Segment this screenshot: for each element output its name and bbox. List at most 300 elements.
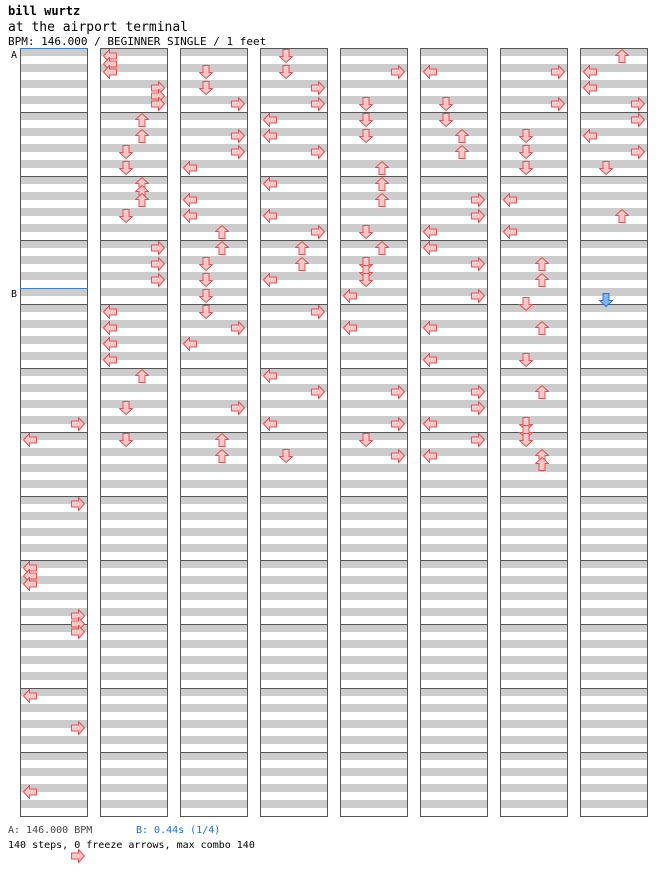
footer-stop: B: 0.44s (1/4) (136, 825, 221, 836)
beat-stripe (580, 624, 648, 632)
beat-stripe (180, 64, 248, 72)
beat-stripe (500, 656, 568, 664)
beat-stripe (580, 544, 648, 552)
beat-stripe (260, 256, 328, 264)
beat-stripe (500, 112, 568, 120)
beat-stripe (420, 464, 488, 472)
beat-stripe (340, 656, 408, 664)
beat-stripe (500, 432, 568, 440)
beat-stripe (20, 240, 88, 248)
beat-stripe (340, 496, 408, 504)
beat-stripe (500, 320, 568, 328)
beat-stripe (500, 704, 568, 712)
beat-stripe (20, 736, 88, 744)
beat-stripe (340, 336, 408, 344)
beat-stripe (100, 640, 168, 648)
beat-stripe (580, 208, 648, 216)
beat-stripe (260, 544, 328, 552)
beat-stripe (420, 592, 488, 600)
beat-stripe (20, 176, 88, 184)
beat-stripe (500, 768, 568, 776)
beat-stripe (580, 480, 648, 488)
beat-stripe (500, 784, 568, 792)
beat-stripe (580, 224, 648, 232)
beat-stripe (180, 528, 248, 536)
beat-stripe (180, 592, 248, 600)
beat-stripe (20, 256, 88, 264)
beat-stripe (420, 736, 488, 744)
beat-stripe (500, 544, 568, 552)
footer-stats: 140 steps, 0 freeze arrows, max combo 140 (8, 840, 255, 851)
beat-stripe (100, 560, 168, 568)
beat-stripe (340, 560, 408, 568)
beat-stripe (180, 688, 248, 696)
beat-stripe (340, 672, 408, 680)
beat-stripe (420, 768, 488, 776)
beat-stripe (100, 704, 168, 712)
beat-stripe (340, 368, 408, 376)
beat-stripe (20, 112, 88, 120)
beat-stripe (260, 160, 328, 168)
beat-stripe (180, 800, 248, 808)
beat-stripe (20, 320, 88, 328)
beat-stripe (500, 688, 568, 696)
beat-stripe (580, 304, 648, 312)
beat-stripe (260, 800, 328, 808)
beat-stripe (260, 608, 328, 616)
beat-stripe (500, 80, 568, 88)
beat-stripe (500, 512, 568, 520)
beat-stripe (20, 512, 88, 520)
beat-stripe (340, 704, 408, 712)
beat-stripe (500, 560, 568, 568)
beat-stripe (180, 448, 248, 456)
beat-stripe (580, 160, 648, 168)
beat-stripe (20, 48, 88, 56)
chart-column (420, 48, 488, 817)
beat-stripe (420, 512, 488, 520)
beat-stripe (580, 512, 648, 520)
beat-stripe (500, 448, 568, 456)
beat-stripe (420, 176, 488, 184)
beat-stripe (20, 800, 88, 808)
beat-stripe (180, 288, 248, 296)
beat-stripe (20, 672, 88, 680)
beat-stripe (20, 384, 88, 392)
beat-stripe (20, 704, 88, 712)
beat-stripe (340, 80, 408, 88)
beat-stripe (100, 432, 168, 440)
beat-stripe (100, 224, 168, 232)
beat-stripe (500, 416, 568, 424)
beat-stripe (580, 432, 648, 440)
beat-stripe (260, 560, 328, 568)
beat-stripe (260, 400, 328, 408)
beat-stripe (500, 800, 568, 808)
beat-stripe (260, 448, 328, 456)
beat-stripe (20, 400, 88, 408)
beat-stripe (20, 304, 88, 312)
beat-stripe (180, 48, 248, 56)
beat-stripe (100, 384, 168, 392)
beat-stripe (100, 688, 168, 696)
beat-stripe (500, 272, 568, 280)
beat-stripe (340, 400, 408, 408)
beat-stripe (100, 736, 168, 744)
beat-stripe (20, 208, 88, 216)
beat-stripe (420, 624, 488, 632)
beat-stripe (20, 128, 88, 136)
beat-stripe (580, 464, 648, 472)
beat-stripe (180, 560, 248, 568)
beat-stripe (500, 208, 568, 216)
beat-stripe (100, 496, 168, 504)
beat-stripe (420, 560, 488, 568)
beat-stripe (500, 352, 568, 360)
beat-stripe (340, 272, 408, 280)
beat-stripe (100, 144, 168, 152)
beat-stripe (580, 240, 648, 248)
chart-column (500, 48, 568, 817)
beat-stripe (260, 480, 328, 488)
beat-stripe (420, 160, 488, 168)
beat-stripe (20, 528, 88, 536)
beat-stripe (420, 544, 488, 552)
beat-stripe (100, 464, 168, 472)
beat-stripe (20, 464, 88, 472)
beat-stripe (100, 208, 168, 216)
beat-stripe (500, 384, 568, 392)
beat-stripe (20, 144, 88, 152)
beat-stripe (580, 640, 648, 648)
beat-stripe (260, 352, 328, 360)
chart-column (100, 48, 168, 817)
beat-stripe (420, 640, 488, 648)
beat-stripe (20, 640, 88, 648)
beat-stripe (180, 416, 248, 424)
beat-stripe (420, 96, 488, 104)
beat-stripe (340, 608, 408, 616)
chart-column (180, 48, 248, 817)
beat-stripe (180, 224, 248, 232)
beat-stripe (580, 800, 648, 808)
beat-stripe (340, 192, 408, 200)
beat-stripe (340, 48, 408, 56)
beat-stripe (100, 368, 168, 376)
beat-stripe (260, 320, 328, 328)
beat-stripe (180, 80, 248, 88)
beat-stripe (420, 112, 488, 120)
beat-stripe (340, 736, 408, 744)
beat-stripe (340, 144, 408, 152)
beat-stripe (100, 544, 168, 552)
chart-column (580, 48, 648, 817)
beat-stripe (100, 752, 168, 760)
beat-stripe (420, 128, 488, 136)
beat-stripe (420, 304, 488, 312)
beat-stripe (260, 288, 328, 296)
beat-stripe (100, 624, 168, 632)
beat-stripe (580, 400, 648, 408)
beat-stripe (100, 608, 168, 616)
beat-stripe (580, 576, 648, 584)
beat-stripe (100, 576, 168, 584)
beat-stripe (340, 592, 408, 600)
beat-stripe (580, 720, 648, 728)
beat-stripe (500, 608, 568, 616)
beat-stripe (340, 176, 408, 184)
beat-stripe (20, 160, 88, 168)
beat-stripe (260, 768, 328, 776)
beat-stripe (580, 368, 648, 376)
beat-stripe (20, 768, 88, 776)
beat-stripe (340, 800, 408, 808)
beat-stripe (500, 128, 568, 136)
beat-stripe (500, 160, 568, 168)
beat-stripe (420, 528, 488, 536)
beat-stripe (580, 272, 648, 280)
marker-a-label: A (11, 50, 18, 61)
beat-stripe (100, 192, 168, 200)
beat-stripe (580, 352, 648, 360)
beat-stripe (500, 176, 568, 184)
beat-stripe (580, 560, 648, 568)
beat-stripe (180, 352, 248, 360)
beat-stripe (340, 720, 408, 728)
beat-stripe (260, 672, 328, 680)
beat-stripe (500, 288, 568, 296)
beat-stripe (500, 48, 568, 56)
beat-stripe (260, 752, 328, 760)
beat-stripe (260, 64, 328, 72)
beat-stripe (580, 656, 648, 664)
beat-stripe (20, 448, 88, 456)
beat-stripe (180, 640, 248, 648)
beat-stripe (260, 240, 328, 248)
beat-stripe (260, 592, 328, 600)
beat-stripe (340, 464, 408, 472)
beat-stripe (100, 160, 168, 168)
beat-stripe (500, 256, 568, 264)
beat-stripe (260, 576, 328, 584)
beat-stripe (580, 176, 648, 184)
beat-stripe (580, 672, 648, 680)
beat-stripe (580, 592, 648, 600)
beat-stripe (260, 336, 328, 344)
beat-stripe (100, 112, 168, 120)
beat-stripe (340, 304, 408, 312)
beat-stripe (500, 336, 568, 344)
beat-stripe (20, 480, 88, 488)
footer-bpm: A: 146.000 BPM (8, 825, 93, 836)
beat-stripe (420, 336, 488, 344)
chart-info: BPM: 146.000 / BEGINNER SINGLE / 1 feet (8, 35, 267, 48)
beat-stripe (340, 208, 408, 216)
beat-stripe (260, 624, 328, 632)
beat-stripe (420, 144, 488, 152)
beat-stripe (100, 416, 168, 424)
beat-stripe (420, 720, 488, 728)
beat-stripe (580, 256, 648, 264)
beat-stripe (20, 272, 88, 280)
beat-stripe (20, 352, 88, 360)
beat-stripe (340, 96, 408, 104)
beat-stripe (100, 288, 168, 296)
beat-stripe (100, 656, 168, 664)
beat-stripe (100, 672, 168, 680)
beat-stripe (420, 576, 488, 584)
beat-stripe (180, 464, 248, 472)
beat-stripe (100, 512, 168, 520)
beat-stripe (260, 192, 328, 200)
beat-stripe (340, 784, 408, 792)
beat-stripe (580, 192, 648, 200)
beat-stripe (260, 496, 328, 504)
beat-stripe (180, 176, 248, 184)
beat-stripe (340, 256, 408, 264)
beat-stripe (180, 656, 248, 664)
beat-stripe (580, 496, 648, 504)
beat-stripe (420, 752, 488, 760)
arrow-right-icon (72, 850, 85, 863)
beat-stripe (580, 528, 648, 536)
beat-stripe (340, 512, 408, 520)
beat-stripe (340, 640, 408, 648)
beat-stripe (180, 480, 248, 488)
beat-stripe (340, 224, 408, 232)
beat-stripe (260, 512, 328, 520)
beat-stripe (100, 800, 168, 808)
beat-stripe (180, 608, 248, 616)
beat-stripe (180, 624, 248, 632)
beat-stripe (420, 496, 488, 504)
beat-stripe (580, 288, 648, 296)
beat-stripe (180, 752, 248, 760)
chart-column (260, 48, 328, 817)
beat-stripe (20, 64, 88, 72)
beat-stripe (340, 544, 408, 552)
beat-stripe (260, 736, 328, 744)
beat-stripe (340, 688, 408, 696)
beat-stripe (500, 736, 568, 744)
beat-stripe (180, 720, 248, 728)
beat-stripe (100, 128, 168, 136)
beat-stripe (500, 752, 568, 760)
beat-stripe (180, 368, 248, 376)
beat-stripe (420, 272, 488, 280)
beat-stripe (100, 400, 168, 408)
beat-stripe (180, 736, 248, 744)
beat-stripe (580, 736, 648, 744)
beat-stripe (340, 352, 408, 360)
beat-stripe (500, 624, 568, 632)
beat-stripe (20, 592, 88, 600)
marker-b-label: B (11, 289, 18, 300)
beat-stripe (260, 640, 328, 648)
beat-stripe (500, 144, 568, 152)
beat-stripe (260, 656, 328, 664)
beat-stripe (420, 688, 488, 696)
beat-stripe (420, 608, 488, 616)
beat-stripe (20, 288, 88, 296)
beat-stripe (420, 784, 488, 792)
beat-stripe (580, 688, 648, 696)
song-title: at the airport terminal (8, 20, 189, 35)
beat-stripe (500, 496, 568, 504)
beat-stripe (260, 720, 328, 728)
beat-stripe (420, 80, 488, 88)
beat-stripe (500, 720, 568, 728)
beat-stripe (420, 672, 488, 680)
beat-stripe (100, 448, 168, 456)
beat-stripe (580, 48, 648, 56)
beat-stripe (580, 608, 648, 616)
beat-stripe (340, 768, 408, 776)
beat-stripe (180, 240, 248, 248)
beat-stripe (20, 192, 88, 200)
beat-stripe (420, 48, 488, 56)
beat-stripe (180, 304, 248, 312)
beat-stripe (180, 256, 248, 264)
beat-stripe (420, 800, 488, 808)
beat-stripe (340, 528, 408, 536)
beat-stripe (260, 704, 328, 712)
beat-stripe (580, 336, 648, 344)
beat-stripe (260, 48, 328, 56)
beat-stripe (420, 656, 488, 664)
beat-stripe (340, 160, 408, 168)
beat-stripe (180, 272, 248, 280)
beat-stripe (180, 768, 248, 776)
beat-stripe (20, 96, 88, 104)
beat-stripe (420, 368, 488, 376)
beat-stripe (500, 640, 568, 648)
beat-stripe (260, 528, 328, 536)
beat-stripe (260, 464, 328, 472)
beat-stripe (340, 576, 408, 584)
beat-stripe (420, 480, 488, 488)
beat-stripe (20, 656, 88, 664)
beat-stripe (580, 320, 648, 328)
beat-stripe (340, 432, 408, 440)
beat-stripe (260, 432, 328, 440)
beat-stripe (100, 480, 168, 488)
beat-stripe (340, 752, 408, 760)
beat-stripe (100, 528, 168, 536)
beat-stripe (180, 384, 248, 392)
beat-stripe (500, 240, 568, 248)
beat-stripe (180, 496, 248, 504)
beat-stripe (340, 624, 408, 632)
beat-stripe (20, 336, 88, 344)
beat-stripe (20, 752, 88, 760)
beat-stripe (260, 688, 328, 696)
beat-stripe (580, 752, 648, 760)
beat-stripe (180, 576, 248, 584)
beat-stripe (340, 480, 408, 488)
beat-stripe (580, 384, 648, 392)
beat-stripe (580, 768, 648, 776)
chart-column (340, 48, 408, 817)
beat-stripe (180, 784, 248, 792)
beat-stripe (180, 544, 248, 552)
beat-stripe (180, 432, 248, 440)
beat-stripe (500, 464, 568, 472)
beat-stripe (500, 400, 568, 408)
beat-stripe (180, 672, 248, 680)
beat-stripe (20, 368, 88, 376)
beat-stripe (180, 512, 248, 520)
